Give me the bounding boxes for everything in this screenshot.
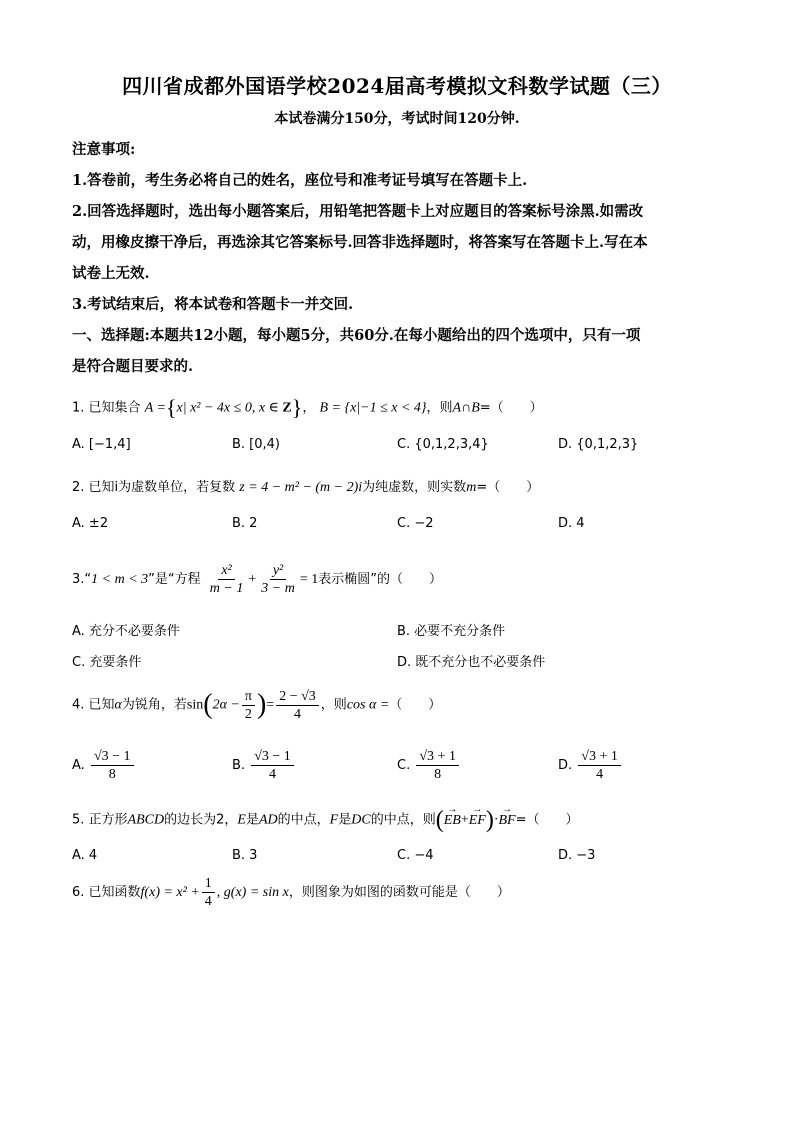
q2-mid: 为纯虚数，则实数	[362, 480, 467, 495]
question-3	[72, 562, 442, 598]
q1-set-a-label: A =	[144, 400, 166, 416]
q4-option-a-label: A.	[72, 758, 85, 773]
q3-prefix: 3.“	[72, 572, 92, 587]
q6-g: , g(x) = sin x	[216, 885, 289, 900]
q5-vector-ef: → EF	[469, 809, 486, 833]
note-item-3: 3.考试结束后，将本试卷和答题卡一并交回.	[72, 296, 354, 313]
q1-set-a-body: x| x² − 4x ≤ 0, x ∈	[176, 400, 283, 416]
q4-alpha: α	[114, 697, 122, 713]
q4-pi-num: π	[242, 688, 255, 706]
q5-e: E	[237, 812, 246, 828]
q3-option-d[interactable]: D. 既不充分也不必要条件	[397, 655, 546, 670]
q4-option-c[interactable]	[397, 748, 461, 783]
q5-option-d[interactable]: D. −3	[558, 848, 596, 863]
q1-set-b: B = {x|−1 ≤ x < 4}	[319, 400, 427, 416]
q4-tail: （ ）	[389, 697, 442, 713]
q5-prefix: 5. 正方形	[72, 812, 128, 828]
left-paren-glyph: (	[203, 689, 213, 720]
q4-option-a-den: 8	[108, 767, 116, 782]
q4-rhs-num: 2 − √3	[276, 688, 319, 706]
q4-then: ，则	[320, 697, 347, 713]
exam-subtitle: 本试卷满分150分，考试时间120分钟.	[274, 111, 520, 127]
q4-option-b-den: 4	[269, 767, 276, 782]
q5-f: F	[329, 812, 339, 828]
q6-frac-den: 4	[204, 894, 212, 909]
question-1	[72, 395, 543, 420]
q5-tail: =（ ）	[515, 812, 579, 828]
q5-vector-eb: → EB	[444, 809, 461, 833]
q2-option-a[interactable]: A. ±2	[72, 516, 109, 531]
q4-mid: 为锐角，若	[121, 697, 187, 713]
q5-t1: 的边长为2，	[164, 812, 238, 828]
q4-cos: cos α =	[346, 697, 390, 713]
q3-fraction-y	[258, 562, 298, 597]
right-paren-glyph: )	[485, 807, 494, 833]
q1-tail: =（ ）	[479, 400, 543, 416]
q3-frac1-den: m − 1	[209, 581, 244, 596]
q2-option-d[interactable]: D. 4	[558, 516, 585, 531]
q4-option-c-den: 8	[434, 767, 442, 782]
q1-comma: ，	[302, 400, 316, 416]
q6-f: f(x) = x² +	[140, 885, 200, 900]
q4-pi-fraction	[242, 688, 255, 723]
q6-frac-num: 1	[202, 875, 215, 893]
q5-dc: DC	[351, 812, 371, 828]
q2-option-c[interactable]: C. −2	[397, 516, 434, 531]
q2-prefix: 2. 已知i为虚数单位，若复数	[72, 480, 236, 495]
q4-eq: =	[266, 697, 275, 713]
q5-option-c[interactable]: C. −4	[397, 848, 434, 863]
q4-rhs-den: 4	[294, 706, 301, 722]
q1-then: ，则	[426, 400, 453, 416]
q4-rhs-fraction	[276, 688, 319, 723]
note-item-2-line-2: 动，用橡皮擦干净后，再选涂其它答案标号.回答非选择题时，将答案写在答题卡上.写在本	[72, 234, 648, 251]
q3-frac2-den: 3 − m	[261, 581, 295, 596]
q2-var: m	[466, 480, 477, 495]
q3-condition: 1 < m < 3	[91, 572, 149, 587]
q3-fraction-x	[207, 562, 247, 597]
q4-option-b-label: B.	[232, 758, 246, 773]
q4-sin: sin	[186, 697, 204, 713]
question-4	[72, 686, 441, 725]
q1-option-d[interactable]: D. {0,1,2,3}	[558, 437, 639, 452]
q5-dot: ·	[493, 812, 499, 828]
q5-ad: AD	[258, 812, 278, 828]
q5-vector-bf: → BF	[499, 809, 516, 833]
q4-option-c-label: C.	[397, 758, 411, 773]
q1-option-c[interactable]: C. {0,1,2,3,4}	[397, 437, 489, 452]
q4-option-b[interactable]	[232, 748, 296, 783]
q4-option-b-fraction	[251, 748, 294, 783]
q3-option-a[interactable]: A. 充分不必要条件	[72, 624, 180, 639]
q5-option-b[interactable]: B. 3	[232, 848, 258, 863]
q4-option-d-label: D.	[558, 758, 573, 773]
notes-heading: 注意事项:	[72, 141, 136, 158]
q3-frac1-num: x²	[218, 562, 234, 580]
q4-option-a[interactable]	[72, 748, 136, 783]
q4-inner: 2α −	[212, 697, 240, 713]
left-brace-glyph: {	[165, 395, 177, 420]
q6-prefix: 6. 已知函数	[72, 885, 141, 900]
q3-frac2-num: y²	[270, 562, 286, 580]
q1-option-a[interactable]: A. [−1,4]	[72, 437, 131, 452]
q2-tail: =（ ）	[476, 480, 540, 495]
q4-option-d-num: √3 + 1	[578, 748, 621, 766]
q4-option-c-fraction	[416, 748, 459, 783]
q5-t3: 的中点，	[277, 812, 330, 828]
q3-mid: ”是“方程	[148, 572, 201, 587]
q1-set-a-z: Z	[282, 400, 292, 416]
q4-pi-den: 2	[244, 706, 252, 722]
right-brace-glyph: }	[291, 395, 303, 420]
q5-option-a[interactable]: A. 4	[72, 848, 98, 863]
q4-option-b-num: √3 − 1	[251, 748, 294, 766]
q4-option-c-num: √3 + 1	[416, 748, 459, 766]
q3-tail: 表示椭圆”的（ ）	[318, 572, 442, 587]
q3-eq: = 1	[299, 572, 319, 587]
q3-plus: +	[248, 572, 257, 587]
q5-plus: +	[460, 812, 469, 828]
q4-option-a-fraction	[91, 748, 134, 783]
q3-option-b[interactable]: B. 必要不充分条件	[397, 624, 506, 639]
section-heading-line-2: 是符合题目要求的.	[72, 358, 194, 375]
q1-option-b[interactable]: B. [0,4)	[232, 437, 281, 452]
q3-option-c[interactable]: C. 充要条件	[72, 655, 142, 670]
q4-option-d[interactable]	[558, 748, 623, 783]
question-2	[72, 478, 539, 498]
q5-t2: 是	[245, 812, 259, 828]
q4-option-a-num: √3 − 1	[91, 748, 134, 766]
page-title: 四川省成都外国语学校2024届高考模拟文科数学试题（三）	[122, 74, 672, 98]
q2-option-b[interactable]: B. 2	[232, 516, 258, 531]
q5-t5: 的中点，则	[370, 812, 436, 828]
q1-prefix: 1. 已知集合	[72, 400, 141, 416]
q2-expr: z = 4 − m² − (m − 2)i	[239, 480, 363, 495]
question-5	[72, 808, 579, 833]
note-item-1: 1.答卷前，考生务必将自己的姓名，座位号和准考证号填写在答题卡上.	[72, 172, 528, 189]
q4-option-d-den: 4	[596, 767, 604, 782]
q5-t4: 是	[338, 812, 352, 828]
section-heading-line-1: 一、选择题:本题共12小题，每小题5分，共60分.在每小题给出的四个选项中，只有一项	[72, 327, 641, 344]
q6-fraction	[202, 875, 215, 910]
note-item-2-line-1: 2.回答选择题时，选出每小题答案后，用铅笔把答题卡上对应题目的答案标号涂黑.如需改	[72, 203, 644, 220]
question-6	[72, 875, 510, 911]
q1-expr: A∩B	[452, 400, 480, 416]
q4-option-d-fraction	[578, 748, 621, 783]
q5-abcd: ABCD	[127, 812, 165, 828]
q4-prefix: 4. 已知	[72, 697, 115, 713]
q6-tail: ，则图象为如图的函数可能是（ ）	[288, 885, 510, 900]
left-paren-glyph: (	[435, 807, 444, 833]
right-paren-glyph: )	[256, 689, 267, 720]
note-item-2-line-3: 试卷上无效.	[72, 265, 150, 282]
